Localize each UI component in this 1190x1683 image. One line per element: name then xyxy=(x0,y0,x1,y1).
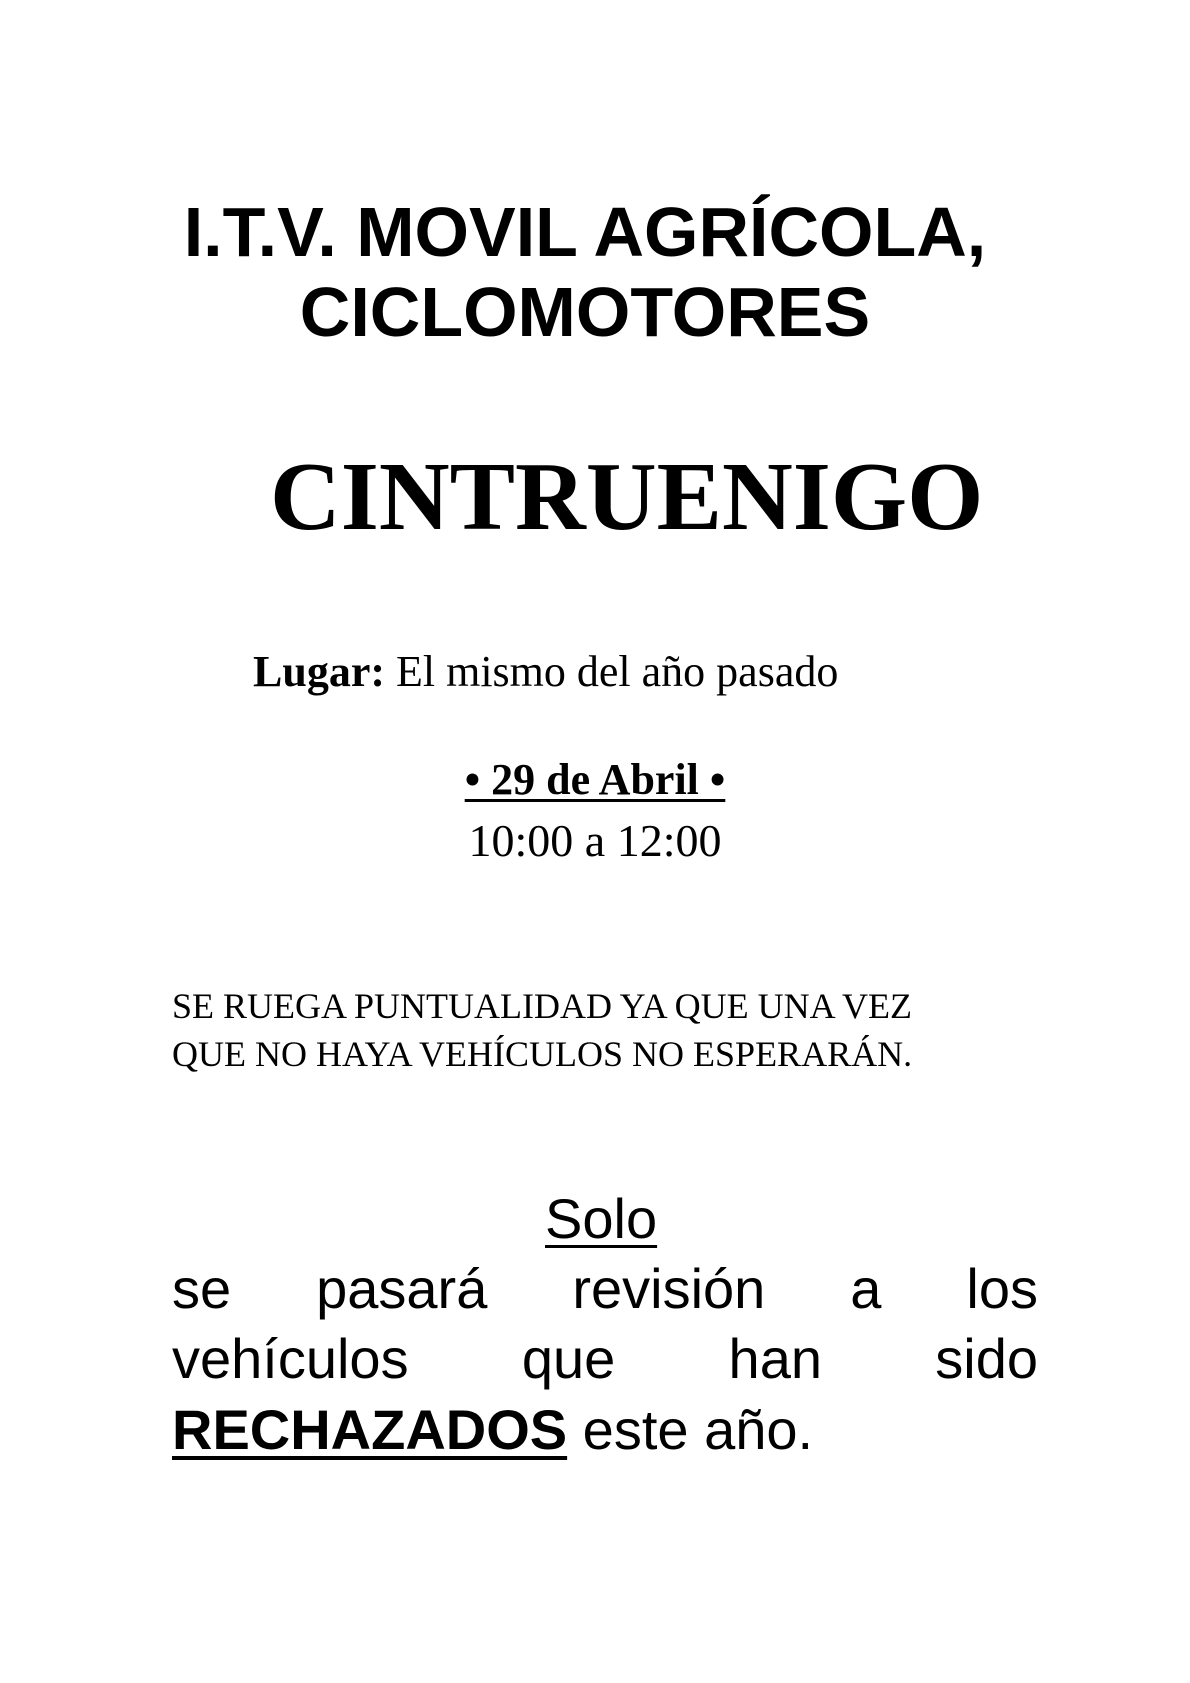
word: a xyxy=(850,1257,882,1320)
rejected-tail: este año. xyxy=(567,1398,814,1461)
heading-line-2: CICLOMOTORES xyxy=(299,273,871,351)
rejected-note-line-2 xyxy=(172,1326,1038,1392)
rejected-note-line-3 xyxy=(172,1397,813,1463)
word: pasará xyxy=(316,1257,488,1320)
place-line xyxy=(253,646,838,698)
notice-line-1: SE RUEGA PUNTUALIDAD YA QUE UNA VEZ xyxy=(172,986,913,1026)
date-text: • 29 de Abril • xyxy=(464,755,726,804)
rejected-note-line-1 xyxy=(172,1256,1038,1322)
word: vehículos xyxy=(172,1327,409,1390)
heading-line-1: I.T.V. MOVIL AGRÍCOLA, xyxy=(183,193,987,271)
solo-word: Solo xyxy=(545,1187,658,1250)
punctuality-notice xyxy=(172,982,1032,1078)
place-value: El mismo del año pasado xyxy=(396,647,839,696)
place-label: Lugar: xyxy=(253,647,385,696)
word: sido xyxy=(935,1327,1038,1390)
word: se xyxy=(172,1257,232,1320)
notice-line-2: QUE NO HAYA VEHÍCULOS NO ESPERARÁN. xyxy=(172,1034,913,1074)
rejected-emphasis: RECHAZADOS xyxy=(172,1398,568,1461)
hours-text: 10:00 a 12:00 xyxy=(468,815,722,866)
word: revisión xyxy=(572,1257,766,1320)
word: han xyxy=(728,1327,822,1390)
word: los xyxy=(966,1257,1038,1320)
date-line xyxy=(0,754,1190,806)
town-name: CINTRUENIGO xyxy=(270,443,984,551)
word: que xyxy=(521,1327,616,1390)
